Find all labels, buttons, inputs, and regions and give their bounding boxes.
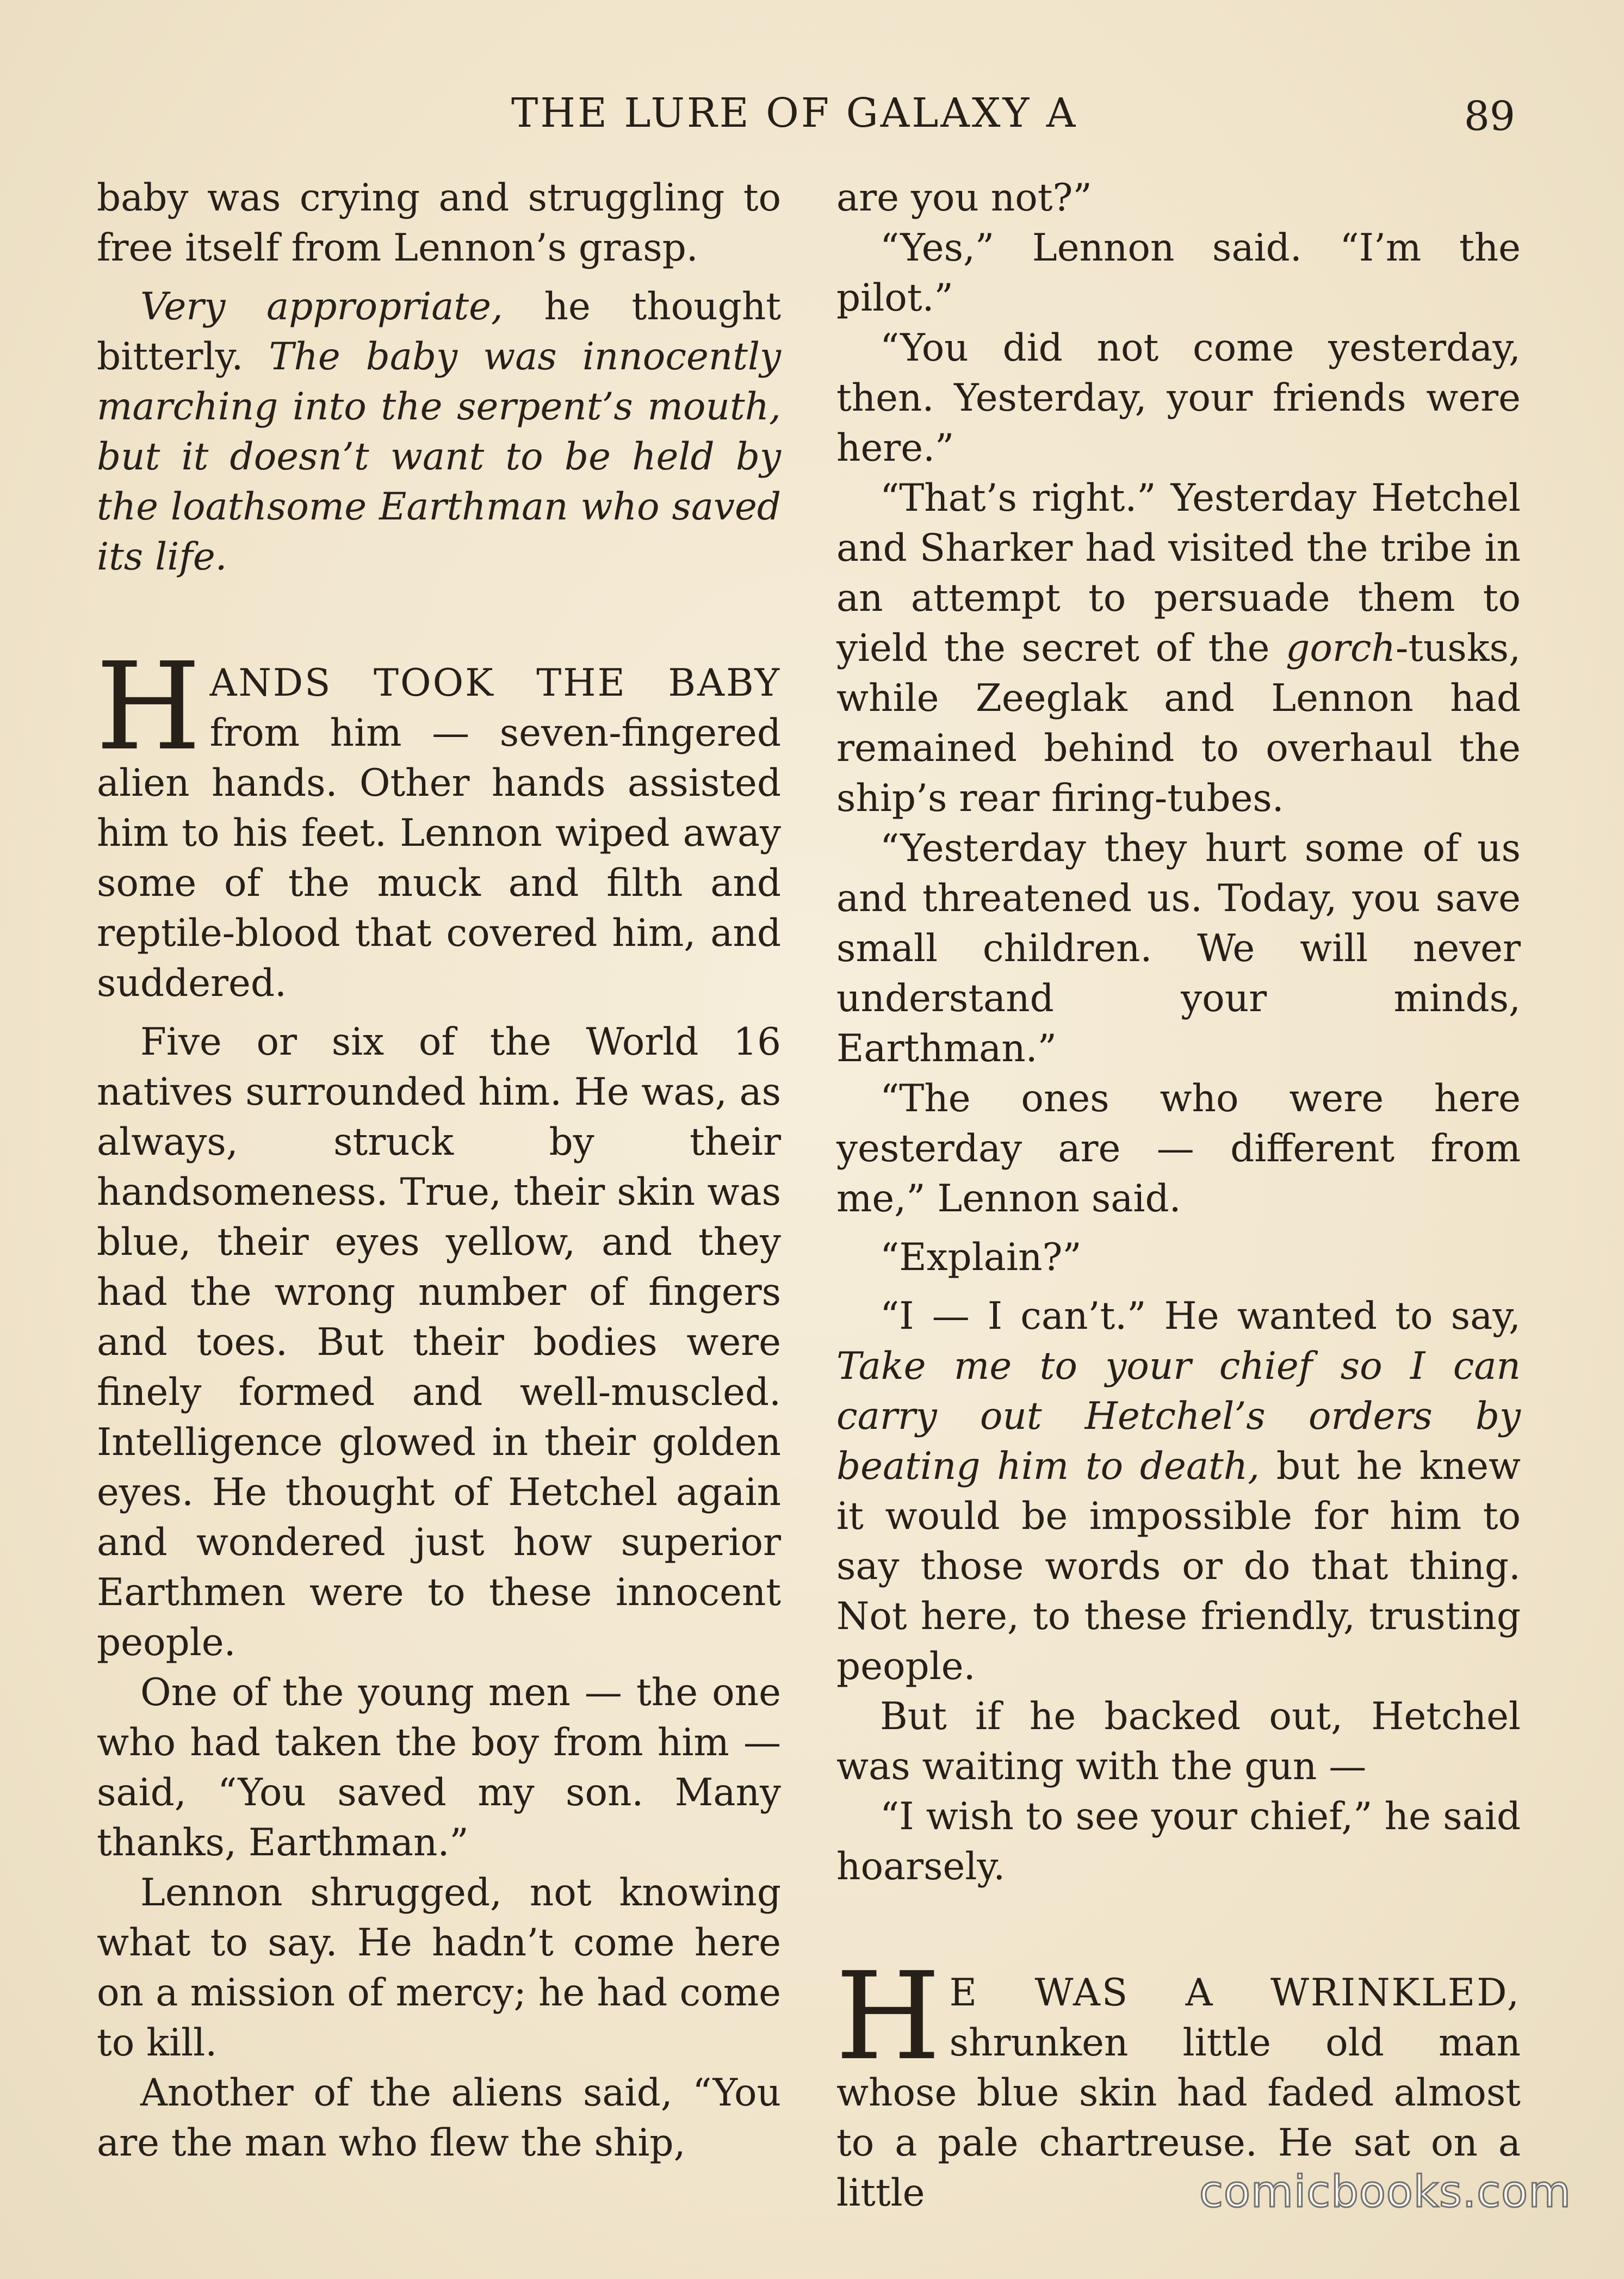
text: “That’s right.” Yesterday Hetchel and Sharker had visited the tribe in an attempt to persuade them to yield the secret of the bbox=[836, 476, 1521, 670]
text: but he knew it would be impossible for him to say those words or do that thing. Not here, to these friendly, trusting people. bbox=[836, 1445, 1521, 1688]
paragraph bbox=[97, 282, 781, 582]
paragraph: “Explain?” bbox=[880, 1236, 1082, 1279]
page-number: 89 bbox=[1464, 93, 1515, 140]
paragraph: Another of the aliens said, “You are the man who flew the ship, bbox=[97, 2071, 781, 2165]
italic-text: gorch bbox=[1286, 627, 1396, 670]
italic-text: Take me to your chief so I can carry out Hetchel’s orders by beating him to death, bbox=[836, 1345, 1521, 1488]
running-head bbox=[0, 90, 1624, 150]
small-caps-lead: ANDS TOOK THE BABY bbox=[209, 661, 781, 705]
paragraph: “The ones who were here yesterday are — different from me,” Lennon said. bbox=[836, 1077, 1521, 1221]
paragraph: “You did not come yesterday, then. Yesterday, your friends were here.” bbox=[836, 326, 1521, 470]
text: “I — I can’t.” He wanted to say, bbox=[880, 1295, 1521, 1338]
left-column bbox=[97, 173, 781, 2168]
paragraph: But if he backed out, Hetchel was waiting with the gun — bbox=[836, 1695, 1521, 1788]
paragraph: “Yesterday they hurt some of us and threatened us. Today, you save small children. We will never understand your minds, Earthman.” bbox=[836, 827, 1521, 1070]
paragraph: are you not?” bbox=[836, 176, 1092, 220]
paragraph: “Yes,” Lennon said. “I’m the pilot.” bbox=[836, 226, 1521, 320]
text: -tusks, while Zeeglak and Lennon had remained behind to overhaul the ship’s rear firing-tubes. bbox=[836, 627, 1521, 820]
paragraph bbox=[836, 1291, 1521, 1692]
text: he thought bitterly. bbox=[97, 285, 781, 379]
paragraph: Five or six of the World 16 natives surrounded him. He was, as always, struck by their handsomeness. True, their skin was blue, their eyes yellow, and they had the wrong number of fingers and toes. But their bodies were finely formed and well-muscled. Intelligence glowed in their golden eyes. He thought of Hetchel again and wondered just how superior Earthmen were to these innocent people. bbox=[97, 1020, 781, 1664]
section-opening-paragraph bbox=[96, 637, 781, 1008]
text: from him — seven-fingered alien hands. Other hands assisted him to his feet. Lennon wiped away some of the muck and filth and reptile-blood that covered him, and suddered. bbox=[97, 711, 781, 1005]
text: shrunken little old man whose blue skin had faded almost to a pale chartreuse. He sat on a little bbox=[836, 2021, 1521, 2215]
drop-cap: H bbox=[96, 637, 201, 777]
paragraph: “I wish to see your chief,” he said hoarsely. bbox=[836, 1795, 1521, 1888]
watermark: comicbooks.com bbox=[1199, 2166, 1572, 2217]
paragraph: baby was crying and struggling to free itself from Lennon’s grasp. bbox=[97, 176, 781, 270]
italic-text: Very appropriate, bbox=[140, 285, 503, 329]
italic-text: The baby was innocently marching into the serpent’s mouth, but it doesn’t want to be held by the loathsome Earthman who saved its life. bbox=[97, 335, 782, 579]
drop-cap: H bbox=[835, 1947, 941, 2087]
paragraph: Lennon shrugged, not knowing what to say. He hadn’t come here on a mission of mercy; he had come to kill. bbox=[97, 1871, 781, 2065]
running-title: THE LURE OF GALAXY A bbox=[511, 90, 1078, 137]
right-column bbox=[836, 173, 1521, 2218]
small-caps-lead: E WAS A WRINKLED, bbox=[949, 1971, 1521, 2015]
paragraph bbox=[836, 473, 1521, 823]
paragraph: One of the young men — the one who had taken the boy from him — said, “You saved my son. Many thanks, Earthman.” bbox=[97, 1671, 781, 1865]
